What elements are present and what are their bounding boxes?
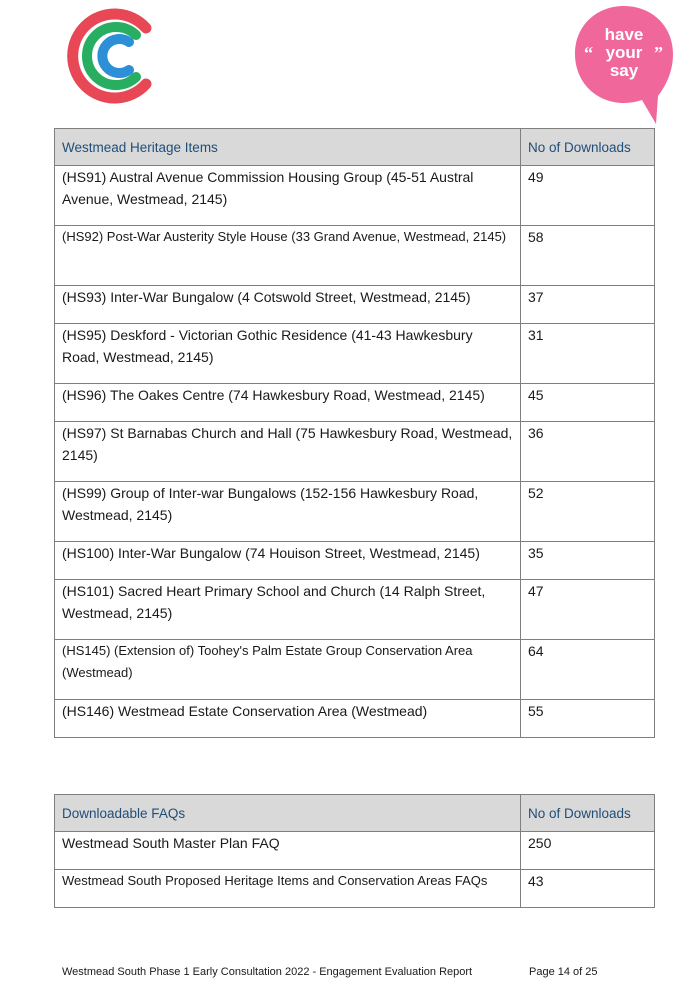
heritage-item-count: 49 bbox=[521, 166, 655, 226]
footer-page-number: Page 14 of 25 bbox=[529, 966, 598, 978]
table-row bbox=[55, 166, 655, 226]
heritage-item-count: 52 bbox=[521, 482, 655, 542]
footer-report-title: Westmead South Phase 1 Early Consultation 2022 - Engagement Evaluation Report bbox=[62, 966, 473, 978]
heritage-item-name: (HS97) St Barnabas Church and Hall (75 Hawkesbury Road, Westmead, 2145) bbox=[55, 422, 521, 482]
heritage-item-name: (HS91) Austral Avenue Commission Housing Group (45-51 Austral Avenue, Westmead, 2145) bbox=[55, 166, 521, 226]
table-row bbox=[55, 700, 655, 738]
table-row bbox=[55, 832, 655, 870]
table-row bbox=[55, 324, 655, 384]
table-row bbox=[55, 482, 655, 542]
badge-line3: say bbox=[609, 61, 639, 80]
faq-downloads-table bbox=[54, 794, 655, 908]
table-row bbox=[55, 384, 655, 422]
table-row bbox=[55, 870, 655, 908]
heritage-item-count: 36 bbox=[521, 422, 655, 482]
heritage-item-name: (HS100) Inter-War Bungalow (74 Houison Street, Westmead, 2145) bbox=[55, 542, 521, 580]
table-row bbox=[55, 542, 655, 580]
table-row bbox=[55, 640, 655, 700]
table-row bbox=[55, 226, 655, 286]
heritage-item-count: 45 bbox=[521, 384, 655, 422]
heritage-item-name: (HS146) Westmead Estate Conservation Area (Westmead) bbox=[55, 700, 521, 738]
faq-item-count: 250 bbox=[521, 832, 655, 870]
heritage-item-name: (HS93) Inter-War Bungalow (4 Cotswold Street, Westmead, 2145) bbox=[55, 286, 521, 324]
badge-line1: have bbox=[604, 25, 644, 44]
heritage-item-count: 58 bbox=[521, 226, 655, 286]
heritage-item-name: (HS95) Deskford - Victorian Gothic Residence (41-43 Hawkesbury Road, Westmead, 2145) bbox=[55, 324, 521, 384]
faq-item-name: Westmead South Proposed Heritage Items and Conservation Areas FAQs bbox=[55, 870, 521, 908]
faq-item-count: 43 bbox=[521, 870, 655, 908]
close-quote-icon: ” bbox=[654, 43, 663, 63]
heritage-downloads-table bbox=[54, 128, 655, 738]
heritage-item-name: (HS101) Sacred Heart Primary School and Church (14 Ralph Street, Westmead, 2145) bbox=[55, 580, 521, 640]
faq-item-name: Westmead South Master Plan FAQ bbox=[55, 832, 521, 870]
open-quote-icon: “ bbox=[584, 43, 593, 63]
have-your-say-badge bbox=[572, 4, 676, 128]
table-row bbox=[55, 580, 655, 640]
heritage-item-name: (HS99) Group of Inter-war Bungalows (152-156 Hawkesbury Road, Westmead, 2145) bbox=[55, 482, 521, 542]
heritage-item-count: 35 bbox=[521, 542, 655, 580]
heritage-header-count: No of Downloads bbox=[521, 129, 655, 166]
faq-header-count: No of Downloads bbox=[521, 795, 655, 832]
heritage-item-count: 47 bbox=[521, 580, 655, 640]
badge-line2: your bbox=[605, 43, 643, 62]
table-row bbox=[55, 286, 655, 324]
heritage-item-count: 31 bbox=[521, 324, 655, 384]
heritage-item-name: (HS145) (Extension of) Toohey's Palm Estate Group Conservation Area (Westmead) bbox=[55, 640, 521, 700]
heritage-item-name: (HS96) The Oakes Centre (74 Hawkesbury Road, Westmead, 2145) bbox=[55, 384, 521, 422]
heritage-item-count: 64 bbox=[521, 640, 655, 700]
heritage-header-item: Westmead Heritage Items bbox=[55, 129, 521, 166]
heritage-item-count: 55 bbox=[521, 700, 655, 738]
table-row bbox=[55, 422, 655, 482]
heritage-item-name: (HS92) Post-War Austerity Style House (33 Grand Avenue, Westmead, 2145) bbox=[55, 226, 521, 286]
faq-header-item: Downloadable FAQs bbox=[55, 795, 521, 832]
council-logo bbox=[66, 6, 158, 106]
heritage-item-count: 37 bbox=[521, 286, 655, 324]
